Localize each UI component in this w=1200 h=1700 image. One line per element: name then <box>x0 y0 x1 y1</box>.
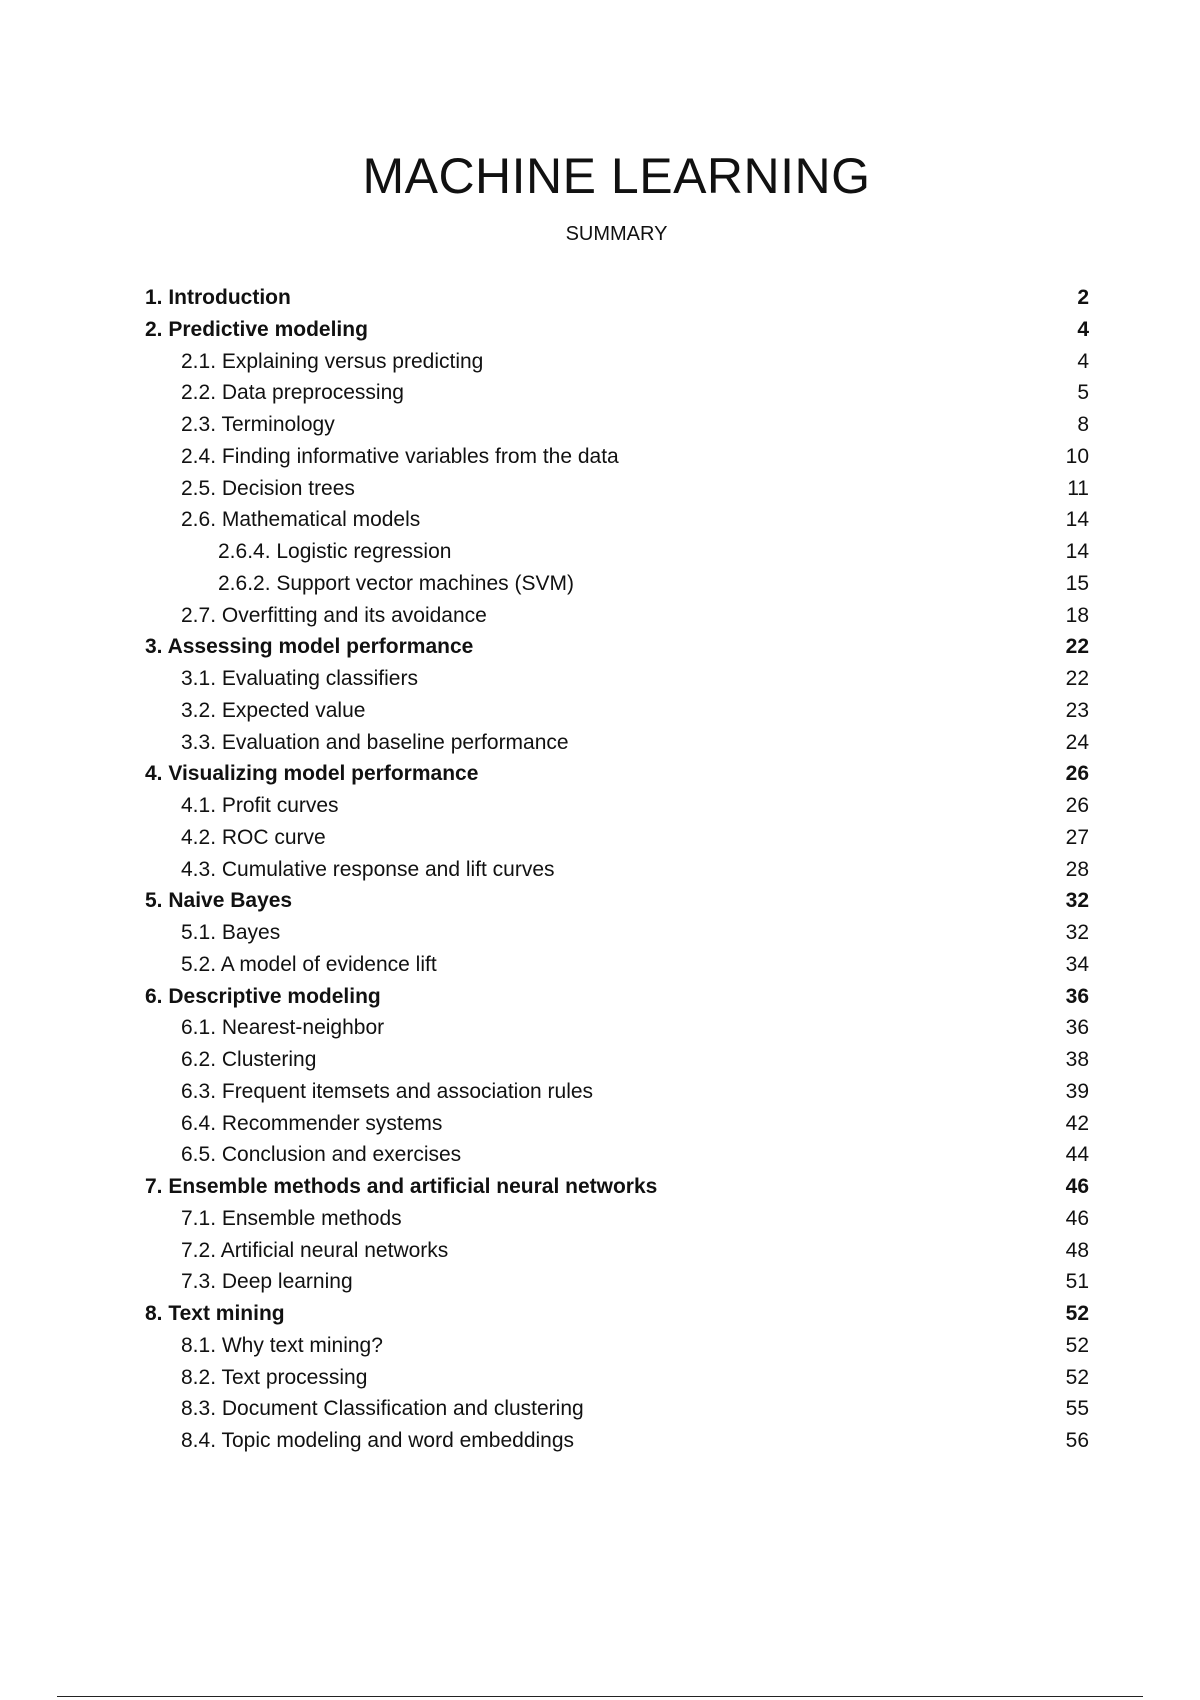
toc-entry-page-number: 14 <box>1065 540 1089 563</box>
toc-entry-label: 7. Ensemble methods and artificial neural networks <box>145 1175 658 1198</box>
toc-entry-label: 2.1. Explaining versus predicting <box>181 349 484 373</box>
toc-entry-label: 7.3. Deep learning <box>181 1270 353 1294</box>
toc-entry-label: 2.4. Finding informative variables from the data <box>181 444 619 468</box>
toc-entry-page-number: 38 <box>1065 1048 1089 1071</box>
toc-section-entry[interactable] <box>145 1393 1089 1425</box>
toc-entry-label: 8.2. Text processing <box>181 1365 368 1389</box>
toc-entry-label: 8. Text mining <box>145 1302 285 1325</box>
toc-entry-page-number: 32 <box>1065 921 1089 944</box>
toc-chapter-entry[interactable] <box>145 1298 1089 1330</box>
toc-entry-label: 5. Naive Bayes <box>145 889 293 913</box>
footer-rule <box>57 1696 1143 1697</box>
toc-section-entry[interactable] <box>145 1362 1089 1394</box>
toc-section-entry[interactable] <box>145 441 1089 473</box>
toc-entry-label: 6.5. Conclusion and exercises <box>181 1143 462 1167</box>
toc-entry-page-number: 4 <box>1077 317 1089 341</box>
toc-entry-page-number: 32 <box>1065 889 1089 913</box>
toc-entry-page-number: 39 <box>1065 1079 1089 1103</box>
toc-entry-label: 6. Descriptive modeling <box>145 984 381 1008</box>
toc-section-entry[interactable] <box>145 1139 1089 1171</box>
toc-entry-label: 4.3. Cumulative response and lift curves <box>181 857 555 881</box>
toc-entry-page-number: 36 <box>1065 984 1089 1008</box>
toc-entry-label: 8.1. Why text mining? <box>181 1333 383 1357</box>
toc-entry-label: 5.2. A model of evidence lift <box>181 952 437 976</box>
toc-entry-page-number: 52 <box>1065 1302 1089 1325</box>
toc-section-entry[interactable] <box>145 949 1089 981</box>
toc-entry-page-number: 46 <box>1065 1206 1089 1230</box>
toc-section-entry[interactable] <box>145 473 1089 505</box>
toc-chapter-entry[interactable] <box>145 885 1089 917</box>
toc-section-entry[interactable] <box>145 822 1089 854</box>
toc-section-entry[interactable] <box>145 854 1089 886</box>
toc-entry-page-number: 51 <box>1065 1270 1089 1294</box>
page-title: MACHINE LEARNING <box>362 148 871 204</box>
toc-entry-page-number: 28 <box>1065 857 1089 881</box>
toc-entry-page-number: 52 <box>1065 1333 1089 1357</box>
toc-entry-page-number: 42 <box>1065 1111 1089 1135</box>
toc-entry-label: 3.2. Expected value <box>181 698 366 722</box>
toc-section-entry[interactable] <box>145 663 1089 695</box>
toc-entry-page-number: 56 <box>1065 1429 1089 1452</box>
toc-section-entry[interactable] <box>145 790 1089 822</box>
toc-section-entry[interactable] <box>145 1108 1089 1140</box>
toc-entry-label: 2.3. Terminology <box>181 413 335 436</box>
toc-section-entry[interactable] <box>145 1203 1089 1235</box>
toc-entry-label: 2.6.2. Support vector machines (SVM) <box>218 571 574 595</box>
toc-entry-label: 2.5. Decision trees <box>181 476 355 500</box>
toc-entry-page-number: 26 <box>1065 762 1089 786</box>
toc-entry-label: 6.4. Recommender systems <box>181 1111 443 1135</box>
toc-section-entry[interactable] <box>145 695 1089 727</box>
toc-subsection-entry[interactable] <box>145 568 1089 600</box>
toc-section-entry[interactable] <box>145 504 1089 536</box>
toc-entry-page-number: 14 <box>1065 508 1089 532</box>
toc-entry-label: 1. Introduction <box>145 286 291 309</box>
toc-entry-label: 2.6.4. Logistic regression <box>218 540 452 563</box>
toc-entry-page-number: 24 <box>1065 730 1089 754</box>
toc-entry-label: 7.1. Ensemble methods <box>181 1206 402 1230</box>
toc-section-entry[interactable] <box>145 1266 1089 1298</box>
toc-entry-page-number: 44 <box>1065 1143 1089 1167</box>
toc-entry-page-number: 36 <box>1065 1016 1089 1040</box>
toc-entry-label: 5.1. Bayes <box>181 921 281 944</box>
toc-entry-page-number: 2 <box>1077 286 1089 309</box>
toc-entry-label: 2.7. Overfitting and its avoidance <box>181 603 487 627</box>
toc-chapter-entry[interactable] <box>145 758 1089 790</box>
toc-entry-label: 4. Visualizing model performance <box>145 762 479 786</box>
toc-section-entry[interactable] <box>145 1012 1089 1044</box>
toc-entry-page-number: 48 <box>1065 1238 1089 1262</box>
toc-section-entry[interactable] <box>145 917 1089 949</box>
toc-entry-label: 3.3. Evaluation and baseline performance <box>181 730 569 754</box>
toc-entry-label: 7.2. Artificial neural networks <box>181 1238 449 1262</box>
toc-chapter-entry[interactable] <box>145 1171 1089 1203</box>
toc-entry-label: 3.1. Evaluating classifiers <box>181 667 418 690</box>
toc-entry-label: 6.2. Clustering <box>181 1048 317 1071</box>
toc-section-entry[interactable] <box>145 1076 1089 1108</box>
toc-entry-label: 4.1. Profit curves <box>181 794 339 817</box>
toc-entry-page-number: 11 <box>1067 476 1089 500</box>
toc-entry-page-number: 46 <box>1065 1175 1089 1198</box>
toc-entry-page-number: 34 <box>1065 952 1089 976</box>
toc-chapter-entry[interactable] <box>145 314 1089 346</box>
toc-entry-label: 4.2. ROC curve <box>181 825 326 849</box>
toc-entry-label: 6.3. Frequent itemsets and association rules <box>181 1079 594 1103</box>
toc-section-entry[interactable] <box>145 600 1089 632</box>
toc-chapter-entry[interactable] <box>145 282 1089 314</box>
toc-entry-label: 6.1. Nearest-neighbor <box>181 1016 385 1040</box>
toc-entry-label: 2.6. Mathematical models <box>181 508 421 532</box>
toc-entry-page-number: 8 <box>1077 413 1089 436</box>
toc-entry-page-number: 52 <box>1065 1365 1089 1389</box>
page-subtitle: SUMMARY <box>565 223 668 245</box>
toc-section-entry[interactable] <box>145 1330 1089 1362</box>
toc-chapter-entry[interactable] <box>145 631 1089 663</box>
toc-entry-label: 2.2. Data preprocessing <box>181 381 404 405</box>
toc-entry-page-number: 27 <box>1065 825 1089 849</box>
toc-section-entry[interactable] <box>145 1425 1089 1457</box>
toc-entry-page-number: 15 <box>1065 571 1089 595</box>
toc-section-entry[interactable] <box>145 346 1089 378</box>
toc-entry-page-number: 4 <box>1077 349 1089 373</box>
toc-entry-page-number: 22 <box>1065 667 1089 690</box>
toc-entry-label: 8.3. Document Classification and clustering <box>181 1397 584 1421</box>
toc-section-entry[interactable] <box>145 377 1089 409</box>
toc-section-entry[interactable] <box>145 727 1089 759</box>
table-of-contents <box>145 282 1089 1457</box>
toc-entry-page-number: 22 <box>1065 635 1089 659</box>
toc-entry-page-number: 5 <box>1077 381 1089 405</box>
toc-entry-page-number: 18 <box>1065 603 1089 627</box>
toc-section-entry[interactable] <box>145 409 1089 441</box>
toc-entry-label: 8.4. Topic modeling and word embeddings <box>181 1429 575 1452</box>
toc-entry-page-number: 55 <box>1065 1397 1089 1421</box>
toc-section-entry[interactable] <box>145 1235 1089 1267</box>
toc-entry-page-number: 23 <box>1065 698 1089 722</box>
toc-chapter-entry[interactable] <box>145 981 1089 1013</box>
toc-entry-label: 3. Assessing model performance <box>145 635 474 659</box>
toc-entry-label: 2. Predictive modeling <box>145 317 368 341</box>
toc-subsection-entry[interactable] <box>145 536 1089 568</box>
toc-entry-page-number: 10 <box>1065 444 1089 468</box>
toc-entry-page-number: 26 <box>1065 794 1089 817</box>
toc-section-entry[interactable] <box>145 1044 1089 1076</box>
